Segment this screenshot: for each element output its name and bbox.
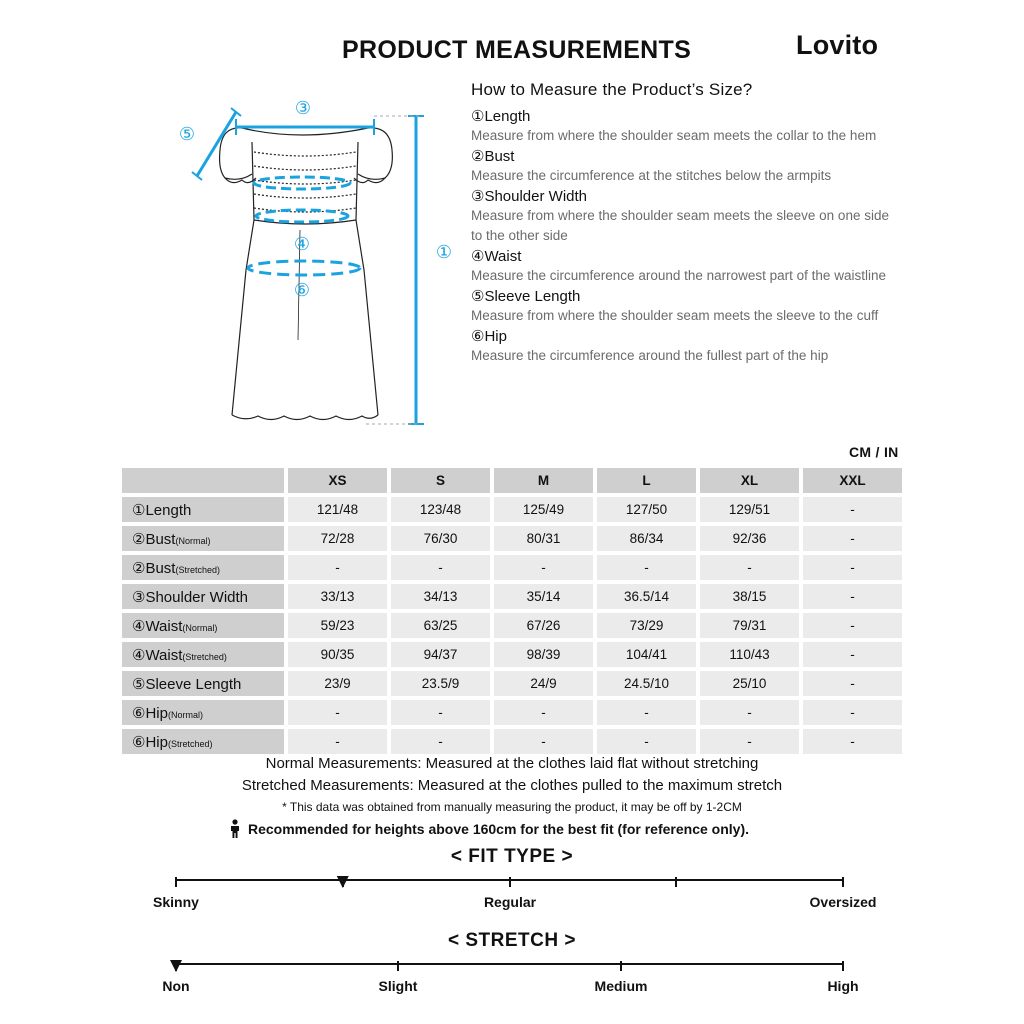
table-cell: - xyxy=(803,497,902,522)
table-row xyxy=(122,555,902,580)
table-cell: 23.5/9 xyxy=(391,671,490,696)
size-header-l: L xyxy=(597,468,696,493)
stretch-label-non: Non xyxy=(162,978,190,994)
table-cell: 33/13 xyxy=(288,584,387,609)
row-number: ⑥ xyxy=(132,704,146,722)
howto-list xyxy=(471,108,891,366)
row-label-text: Shoulder Width xyxy=(145,588,249,606)
note-stretched: Stretched Measurements: Measured at the clothes pulled to the maximum stretch xyxy=(241,777,783,794)
table-row xyxy=(122,497,902,522)
table-cell: 90/35 xyxy=(288,642,387,667)
row-number: ② xyxy=(132,559,146,577)
height-recommendation xyxy=(228,819,749,839)
unit-label: CM / IN xyxy=(849,444,899,460)
stretch-title: < STRETCH > xyxy=(448,930,576,951)
fit-type-marker xyxy=(337,876,349,888)
size-header-xxl: XXL xyxy=(803,468,902,493)
table-cell: 24.5/10 xyxy=(597,671,696,696)
howto-item-name: ③Shoulder Width xyxy=(471,188,588,205)
size-header-corner xyxy=(122,468,284,493)
row-label xyxy=(122,497,284,522)
table-cell: 79/31 xyxy=(700,613,799,638)
stretch-scale xyxy=(0,954,1024,984)
howto-item-desc: Measure from where the shoulder seam meets the sleeve to the cuff xyxy=(471,308,879,323)
fit-type-title: < FIT TYPE > xyxy=(450,846,574,867)
brand-logo: Lovito xyxy=(796,30,879,60)
row-label-text: Waist xyxy=(145,646,183,664)
table-cell: 36.5/14 xyxy=(597,584,696,609)
how-to-measure xyxy=(471,80,891,368)
table-cell: - xyxy=(494,729,593,754)
table-cell: - xyxy=(803,526,902,551)
howto-item-name: ④Waist xyxy=(471,248,522,265)
row-label xyxy=(122,642,284,667)
marker-waist: ④ xyxy=(293,234,311,255)
table-row xyxy=(122,613,902,638)
row-label-sub: (Normal) xyxy=(175,535,211,546)
table-cell: 110/43 xyxy=(700,642,799,667)
table-cell: - xyxy=(803,729,902,754)
row-label-sub: (Stretched) xyxy=(167,738,213,749)
howto-title: How to Measure the Product’s Size? xyxy=(471,80,753,99)
marker-shoulder: ③ xyxy=(294,98,312,119)
table-cell: 104/41 xyxy=(597,642,696,667)
table-cell: 24/9 xyxy=(494,671,593,696)
table-row xyxy=(122,671,902,696)
row-number: ① xyxy=(132,501,146,519)
table-cell: - xyxy=(700,700,799,725)
table-cell: 34/13 xyxy=(391,584,490,609)
row-label-text: Hip xyxy=(145,733,168,751)
row-label xyxy=(122,526,284,551)
table-cell: - xyxy=(288,729,387,754)
measurement-notes xyxy=(0,753,1024,817)
table-cell: 123/48 xyxy=(391,497,490,522)
table-cell: - xyxy=(700,555,799,580)
table-cell: 80/31 xyxy=(494,526,593,551)
table-cell: 92/36 xyxy=(700,526,799,551)
table-cell: - xyxy=(597,700,696,725)
dress-diagram xyxy=(170,90,470,435)
note-disclaimer: * This data was obtained from manually measuring the product, it may be off by 1-2CM xyxy=(282,800,742,814)
table-row xyxy=(122,642,902,667)
table-cell: 25/10 xyxy=(700,671,799,696)
table-cell: - xyxy=(803,642,902,667)
howto-item-desc: Measure from where the shoulder seam meets the collar to the hem xyxy=(471,128,877,143)
table-cell: 73/29 xyxy=(597,613,696,638)
table-cell: - xyxy=(803,584,902,609)
marker-length: ① xyxy=(435,242,453,263)
table-cell: 35/14 xyxy=(494,584,593,609)
row-label-text: Bust xyxy=(145,530,176,548)
person-icon xyxy=(228,819,242,839)
table-cell: - xyxy=(700,729,799,754)
size-chart-table xyxy=(118,464,906,758)
table-row xyxy=(122,729,902,754)
row-label xyxy=(122,671,284,696)
howto-item-desc: Measure the circumference around the narrowest part of the waistline xyxy=(471,268,886,283)
table-cell: - xyxy=(288,555,387,580)
table-cell: - xyxy=(597,729,696,754)
row-number: ③ xyxy=(132,588,146,606)
table-row xyxy=(122,700,902,725)
table-cell: - xyxy=(803,671,902,696)
table-cell: - xyxy=(803,700,902,725)
table-row xyxy=(122,526,902,551)
table-cell: - xyxy=(803,555,902,580)
row-number: ⑥ xyxy=(132,733,146,751)
howto-item-name: ②Bust xyxy=(471,148,515,165)
table-cell: 67/26 xyxy=(494,613,593,638)
howto-item-desc: Measure the circumference around the fullest part of the hip xyxy=(471,348,829,363)
howto-item-desc: Measure the circumference at the stitches below the armpits xyxy=(471,168,832,183)
size-header-xs: XS xyxy=(288,468,387,493)
table-cell: 63/25 xyxy=(391,613,490,638)
stretch-marker xyxy=(170,960,182,972)
row-label xyxy=(122,584,284,609)
table-cell: 72/28 xyxy=(288,526,387,551)
size-header-s: S xyxy=(391,468,490,493)
page-title: PRODUCT MEASUREMENTS xyxy=(342,36,692,64)
row-label-sub: (Normal) xyxy=(167,709,203,720)
table-cell: - xyxy=(391,555,490,580)
howto-item-name: ⑥Hip xyxy=(471,328,507,345)
stretch-label-high: High xyxy=(827,978,859,994)
howto-item-desc: Measure from where the shoulder seam meets the sleeve on one side to the other side xyxy=(471,208,889,243)
table-cell: - xyxy=(494,700,593,725)
row-number: ④ xyxy=(132,617,146,635)
table-cell: 38/15 xyxy=(700,584,799,609)
recommendation-text: Recommended for heights above 160cm for the best fit (for reference only). xyxy=(248,821,749,837)
table-cell: - xyxy=(803,613,902,638)
row-label xyxy=(122,700,284,725)
row-number: ④ xyxy=(132,646,146,664)
row-label xyxy=(122,729,284,754)
fit-label-oversized: Oversized xyxy=(809,894,877,910)
size-header-xl: XL xyxy=(700,468,799,493)
table-cell: 59/23 xyxy=(288,613,387,638)
howto-item-name: ⑤Sleeve Length xyxy=(471,288,581,305)
row-number: ⑤ xyxy=(132,675,146,693)
table-cell: - xyxy=(391,700,490,725)
row-label-text: Sleeve Length xyxy=(145,675,242,693)
row-label-sub: (Stretched) xyxy=(182,651,227,662)
row-label xyxy=(122,555,284,580)
fit-label-skinny: Skinny xyxy=(153,894,199,910)
row-label-text: Length xyxy=(145,501,192,519)
table-cell: - xyxy=(288,700,387,725)
table-cell: 23/9 xyxy=(288,671,387,696)
row-number: ② xyxy=(132,530,146,548)
table-cell: 125/49 xyxy=(494,497,593,522)
table-cell: - xyxy=(391,729,490,754)
marker-sleeve: ⑤ xyxy=(178,124,196,145)
note-normal: Normal Measurements: Measured at the clothes laid flat without stretching xyxy=(265,755,759,772)
row-label-text: Hip xyxy=(145,704,168,722)
table-cell: - xyxy=(494,555,593,580)
table-cell: 86/34 xyxy=(597,526,696,551)
marker-hip: ⑥ xyxy=(293,280,311,301)
table-cell: 121/48 xyxy=(288,497,387,522)
howto-item-name: ①Length xyxy=(471,108,531,125)
size-header-m: M xyxy=(494,468,593,493)
table-row xyxy=(122,584,902,609)
fit-label-regular: Regular xyxy=(483,894,537,910)
row-label xyxy=(122,613,284,638)
table-cell: 76/30 xyxy=(391,526,490,551)
row-label-sub: (Stretched) xyxy=(175,564,220,575)
size-table-body xyxy=(122,497,902,754)
table-cell: 129/51 xyxy=(700,497,799,522)
size-header-row xyxy=(122,468,902,493)
table-cell: - xyxy=(597,555,696,580)
table-cell: 127/50 xyxy=(597,497,696,522)
row-label-sub: (Normal) xyxy=(182,622,218,633)
table-cell: 94/37 xyxy=(391,642,490,667)
table-cell: 98/39 xyxy=(494,642,593,667)
row-label-text: Bust xyxy=(145,559,176,577)
stretch-label-slight: Slight xyxy=(378,978,418,994)
row-label-text: Waist xyxy=(145,617,183,635)
stretch-label-medium: Medium xyxy=(594,978,648,994)
